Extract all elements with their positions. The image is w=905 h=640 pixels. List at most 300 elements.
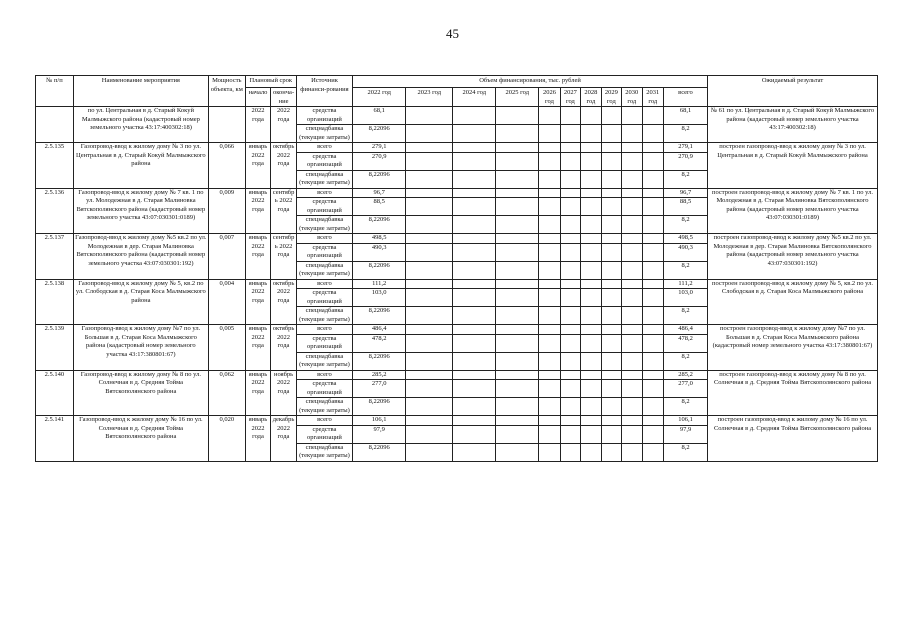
header-num: № п/п <box>36 76 74 107</box>
value-empty <box>622 443 642 461</box>
value-empty <box>601 261 621 279</box>
value-empty <box>642 198 663 216</box>
value-2022: 8,22096 <box>353 398 406 416</box>
value-empty <box>601 188 621 198</box>
value-empty <box>496 289 539 307</box>
value-empty <box>560 370 580 380</box>
value-empty <box>539 307 560 325</box>
funding-source: спецнадбавка (текущие затраты) <box>296 352 352 370</box>
value-empty <box>601 370 621 380</box>
value-empty <box>581 279 601 289</box>
value-empty <box>581 398 601 416</box>
page-number: 45 <box>446 26 459 41</box>
value-empty <box>453 289 496 307</box>
value-2022: 498,5 <box>353 234 406 244</box>
value-empty <box>539 125 560 143</box>
value-empty <box>406 352 453 370</box>
value-empty <box>539 334 560 352</box>
value-empty <box>601 352 621 370</box>
value-empty <box>642 143 663 153</box>
term-start-cell: январь 2022 года <box>245 279 271 325</box>
value-2022: 277,0 <box>353 380 406 398</box>
value-empty <box>560 234 580 244</box>
value-empty <box>601 125 621 143</box>
funding-source: спецнадбавка (текущие затраты) <box>296 398 352 416</box>
value-empty <box>453 334 496 352</box>
value-empty <box>601 416 621 426</box>
event-name: Газопровод-ввод к жилому дому №5 кв.2 по ул. Молодежная в дер. Старая Малиновка Вятскополянского района (кадастровый номер земельного участка 43:07:030301:192) <box>73 234 208 280</box>
funding-source: всего <box>296 416 352 426</box>
row-number: 2.5.140 <box>36 370 74 416</box>
value-empty <box>581 307 601 325</box>
row-number: 2.5.138 <box>36 279 74 325</box>
value-total: 490,3 <box>663 243 707 261</box>
value-empty <box>581 425 601 443</box>
value-empty <box>642 243 663 261</box>
value-empty <box>642 152 663 170</box>
value-empty <box>622 198 642 216</box>
value-empty <box>453 370 496 380</box>
value-empty <box>622 398 642 416</box>
term-start-cell: 2022 года <box>245 107 271 143</box>
value-empty <box>453 352 496 370</box>
value-total: 88,5 <box>663 198 707 216</box>
value-empty <box>496 170 539 188</box>
value-2022: 111,2 <box>353 279 406 289</box>
value-empty <box>453 143 496 153</box>
row-number <box>36 107 74 143</box>
value-empty <box>560 380 580 398</box>
value-empty <box>581 289 601 307</box>
value-empty <box>581 143 601 153</box>
value-empty <box>581 188 601 198</box>
value-empty <box>453 243 496 261</box>
term-end-cell: сентябрь 2022 года <box>271 234 297 280</box>
funding-source: средства организаций <box>296 243 352 261</box>
value-empty <box>496 443 539 461</box>
value-empty <box>560 261 580 279</box>
value-empty <box>539 198 560 216</box>
value-empty <box>453 261 496 279</box>
value-empty <box>453 279 496 289</box>
value-total: 68,1 <box>663 107 707 125</box>
funding-source: средства организаций <box>296 425 352 443</box>
value-total: 8,2 <box>663 443 707 461</box>
funding-source: спецнадбавка (текущие затраты) <box>296 170 352 188</box>
value-empty <box>539 152 560 170</box>
funding-source: спецнадбавка (текущие затраты) <box>296 125 352 143</box>
value-empty <box>453 425 496 443</box>
value-empty <box>560 443 580 461</box>
value-empty <box>642 261 663 279</box>
value-empty <box>642 380 663 398</box>
value-empty <box>601 279 621 289</box>
funding-source: всего <box>296 279 352 289</box>
value-empty <box>560 352 580 370</box>
value-empty <box>406 307 453 325</box>
value-empty <box>539 170 560 188</box>
value-empty <box>539 107 560 125</box>
value-empty <box>622 234 642 244</box>
value-empty <box>539 279 560 289</box>
header-capacity: Мощность объекта, км <box>208 76 245 107</box>
value-empty <box>601 152 621 170</box>
value-2022: 490,3 <box>353 243 406 261</box>
value-empty <box>539 398 560 416</box>
value-total: 270,9 <box>663 152 707 170</box>
value-empty <box>539 289 560 307</box>
value-empty <box>406 334 453 352</box>
value-empty <box>453 125 496 143</box>
value-empty <box>581 416 601 426</box>
value-empty <box>622 307 642 325</box>
value-empty <box>539 443 560 461</box>
header-year: 2025 год <box>496 88 539 107</box>
table-row <box>36 416 878 426</box>
row-number: 2.5.141 <box>36 416 74 462</box>
value-empty <box>642 307 663 325</box>
value-empty <box>406 370 453 380</box>
value-empty <box>539 243 560 261</box>
capacity-cell: 0,007 <box>208 234 245 280</box>
value-empty <box>560 170 580 188</box>
row-number: 2.5.135 <box>36 143 74 189</box>
value-empty <box>453 443 496 461</box>
value-total: 8,2 <box>663 307 707 325</box>
term-start-cell: январь 2022 года <box>245 325 271 371</box>
value-empty <box>622 370 642 380</box>
capacity-cell: 0,009 <box>208 188 245 234</box>
value-empty <box>601 334 621 352</box>
value-2022: 270,9 <box>353 152 406 170</box>
value-empty <box>642 289 663 307</box>
value-total: 8,2 <box>663 125 707 143</box>
value-empty <box>601 380 621 398</box>
term-start-cell: январь 2022 года <box>245 234 271 280</box>
value-empty <box>601 325 621 335</box>
value-empty <box>453 198 496 216</box>
value-empty <box>453 170 496 188</box>
value-empty <box>642 325 663 335</box>
value-total: 8,2 <box>663 398 707 416</box>
value-empty <box>642 398 663 416</box>
value-empty <box>406 234 453 244</box>
value-empty <box>496 188 539 198</box>
term-start-cell: январь 2022 года <box>245 143 271 189</box>
value-empty <box>453 188 496 198</box>
value-empty <box>496 107 539 125</box>
value-empty <box>581 380 601 398</box>
value-empty <box>406 425 453 443</box>
value-empty <box>601 143 621 153</box>
funding-source: спецнадбавка (текущие затраты) <box>296 443 352 461</box>
event-name: Газопровод-ввод к жилому дому № 16 по ул. Солнечная в д. Средняя Тойма Вятскополянского района <box>73 416 208 462</box>
header-name: Наименование мероприятия <box>73 76 208 107</box>
expected-result: построен газопровод-ввод к жилому дому №7 по ул. Большая в д. Старая Коса Малмыжского района (кадастровый номер земельного участка 43:17:380801:67) <box>708 325 878 371</box>
value-empty <box>581 234 601 244</box>
value-empty <box>601 398 621 416</box>
value-empty <box>601 234 621 244</box>
capacity-cell: 0,066 <box>208 143 245 189</box>
value-empty <box>642 425 663 443</box>
value-empty <box>581 170 601 188</box>
value-empty <box>642 279 663 289</box>
funding-source: всего <box>296 188 352 198</box>
value-empty <box>622 170 642 188</box>
value-empty <box>539 216 560 234</box>
value-total: 96,7 <box>663 188 707 198</box>
value-empty <box>642 170 663 188</box>
value-empty <box>560 152 580 170</box>
value-total: 8,2 <box>663 170 707 188</box>
expected-result: построен газопровод-ввод к жилому дому № 7 кв. 1 по ул. Молодежная в д. Старая Малиновка Вятскополянского района (кадастровый номер земельного участка 43:07:030301:0189) <box>708 188 878 234</box>
value-empty <box>601 307 621 325</box>
value-empty <box>642 107 663 125</box>
table-row <box>36 143 878 153</box>
value-empty <box>642 443 663 461</box>
value-empty <box>642 334 663 352</box>
value-empty <box>581 352 601 370</box>
funding-source: спецнадбавка (текущие затраты) <box>296 216 352 234</box>
value-empty <box>496 425 539 443</box>
value-empty <box>539 325 560 335</box>
value-empty <box>560 425 580 443</box>
header-total: всего <box>663 88 707 107</box>
header-year: 2024 год <box>453 88 496 107</box>
value-empty <box>622 243 642 261</box>
value-empty <box>581 325 601 335</box>
value-empty <box>560 107 580 125</box>
value-total: 498,5 <box>663 234 707 244</box>
value-total: 279,1 <box>663 143 707 153</box>
value-2022: 68,1 <box>353 107 406 125</box>
value-empty <box>581 370 601 380</box>
value-empty <box>406 198 453 216</box>
term-end-cell: сентябрь 2022 года <box>271 188 297 234</box>
value-empty <box>622 216 642 234</box>
event-name: по ул. Центральная в д. Старый Кокуй Малмыжского района (кадастровый номер земельного участка 43:17:400302:18) <box>73 107 208 143</box>
value-empty <box>406 416 453 426</box>
term-start-cell: январь 2022 года <box>245 188 271 234</box>
value-empty <box>642 125 663 143</box>
value-empty <box>406 143 453 153</box>
table-row <box>36 279 878 289</box>
value-empty <box>601 198 621 216</box>
term-end-cell: 2022 года <box>271 107 297 143</box>
value-empty <box>496 370 539 380</box>
value-empty <box>622 416 642 426</box>
value-2022: 8,22096 <box>353 261 406 279</box>
value-empty <box>406 380 453 398</box>
value-empty <box>496 398 539 416</box>
capacity-cell: 0,005 <box>208 325 245 371</box>
value-empty <box>560 307 580 325</box>
value-empty <box>642 352 663 370</box>
value-total: 277,0 <box>663 380 707 398</box>
value-empty <box>496 352 539 370</box>
value-empty <box>581 261 601 279</box>
value-empty <box>581 443 601 461</box>
value-empty <box>642 216 663 234</box>
table-body <box>36 107 878 462</box>
value-empty <box>581 216 601 234</box>
header-year: 2026 год <box>539 88 560 107</box>
row-number: 2.5.137 <box>36 234 74 280</box>
value-empty <box>560 325 580 335</box>
funding-source: средства организаций <box>296 380 352 398</box>
value-empty <box>406 289 453 307</box>
value-2022: 103,0 <box>353 289 406 307</box>
value-empty <box>601 107 621 125</box>
event-name: Газопровод-ввод к жилому дому №7 по ул. Большая в д. Старая Коса Малмыжского района (кадастровый номер земельного участка 43:17:380801:67) <box>73 325 208 371</box>
value-empty <box>642 370 663 380</box>
expected-result: построен газопровод-ввод к жилому дому №5 кв.2 по ул. Молодежная в дер. Старая Малиновка Вятскополянского района (кадастровый номер земельного участка 43:07:030301:192) <box>708 234 878 280</box>
value-empty <box>560 416 580 426</box>
header-term-start: начало <box>245 88 271 107</box>
table-row <box>36 188 878 198</box>
funding-source: спецнадбавка (текущие затраты) <box>296 261 352 279</box>
value-empty <box>581 243 601 261</box>
value-empty <box>453 398 496 416</box>
funding-source: средства организаций <box>296 152 352 170</box>
value-empty <box>622 279 642 289</box>
term-start-cell: январь 2022 года <box>245 416 271 462</box>
value-empty <box>581 334 601 352</box>
value-empty <box>560 143 580 153</box>
value-empty <box>622 325 642 335</box>
table-header <box>36 76 878 107</box>
value-empty <box>496 325 539 335</box>
header-year: 2028 год <box>581 88 601 107</box>
value-2022: 96,7 <box>353 188 406 198</box>
value-total: 8,2 <box>663 352 707 370</box>
value-2022: 8,22096 <box>353 443 406 461</box>
header-source: Источник финанси-рования <box>296 76 352 107</box>
funding-source: средства организаций <box>296 334 352 352</box>
value-2022: 8,22096 <box>353 170 406 188</box>
expected-result: построен газопровод-ввод к жилому дому № 3 по ул. Центральная в д. Старый Кокуй Малмыжского района <box>708 143 878 189</box>
value-empty <box>539 425 560 443</box>
funding-source: спецнадбавка (текущие затраты) <box>296 307 352 325</box>
value-empty <box>496 125 539 143</box>
funding-source: средства организаций <box>296 107 352 125</box>
value-empty <box>406 107 453 125</box>
value-2022: 97,9 <box>353 425 406 443</box>
funding-source: средства организаций <box>296 198 352 216</box>
header-term-end: оконча-ние <box>271 88 297 107</box>
row-number: 2.5.136 <box>36 188 74 234</box>
value-2022: 279,1 <box>353 143 406 153</box>
value-empty <box>560 398 580 416</box>
value-empty <box>406 261 453 279</box>
value-empty <box>642 188 663 198</box>
value-empty <box>406 279 453 289</box>
value-empty <box>560 289 580 307</box>
table-row <box>36 107 878 125</box>
term-end-cell: декабрь 2022 года <box>271 416 297 462</box>
table-row <box>36 370 878 380</box>
header-funding: Объем финансирования, тыс. рублей <box>353 76 708 88</box>
value-empty <box>453 325 496 335</box>
capacity-cell: 0,062 <box>208 370 245 416</box>
value-empty <box>560 198 580 216</box>
value-empty <box>406 170 453 188</box>
value-empty <box>560 243 580 261</box>
value-empty <box>406 152 453 170</box>
value-empty <box>496 279 539 289</box>
value-empty <box>406 325 453 335</box>
header-year: 2029 год <box>601 88 621 107</box>
table-row <box>36 234 878 244</box>
value-empty <box>453 416 496 426</box>
funding-source: средства организаций <box>296 289 352 307</box>
value-empty <box>642 416 663 426</box>
value-empty <box>560 125 580 143</box>
value-total: 478,2 <box>663 334 707 352</box>
header-year: 2031 год <box>642 88 663 107</box>
value-total: 106,1 <box>663 416 707 426</box>
value-total: 111,2 <box>663 279 707 289</box>
capacity-cell: 0,004 <box>208 279 245 325</box>
value-total: 8,2 <box>663 261 707 279</box>
value-2022: 285,2 <box>353 370 406 380</box>
value-empty <box>539 380 560 398</box>
term-end-cell: октябрь 2022 года <box>271 143 297 189</box>
value-2022: 486,4 <box>353 325 406 335</box>
value-empty <box>581 107 601 125</box>
header-year: 2030 год <box>622 88 642 107</box>
value-2022: 88,5 <box>353 198 406 216</box>
value-empty <box>601 170 621 188</box>
funding-table <box>35 75 878 462</box>
value-empty <box>496 234 539 244</box>
value-empty <box>539 188 560 198</box>
event-name: Газопровод-ввод к жилому дому № 3 по ул. Центральная в д. Старый Кокуй Малмыжского района <box>73 143 208 189</box>
value-empty <box>496 416 539 426</box>
value-empty <box>622 143 642 153</box>
value-total: 97,9 <box>663 425 707 443</box>
expected-result: построен газопровод-ввод к жилому дому № 8 по ул. Солнечная в д. Средняя Тойма Вятскополянского района <box>708 370 878 416</box>
value-2022: 478,2 <box>353 334 406 352</box>
value-empty <box>560 188 580 198</box>
value-empty <box>622 125 642 143</box>
value-empty <box>539 416 560 426</box>
value-empty <box>453 307 496 325</box>
value-empty <box>496 243 539 261</box>
term-end-cell: ноябрь 2022 года <box>271 370 297 416</box>
funding-source: всего <box>296 325 352 335</box>
value-empty <box>622 107 642 125</box>
expected-result: № 61 по ул. Центральная в д. Старый Кокуй Малмыжского района (кадастровый номер земельного участка 43:17:400302:18) <box>708 107 878 143</box>
value-empty <box>601 425 621 443</box>
row-number: 2.5.139 <box>36 325 74 371</box>
value-empty <box>601 216 621 234</box>
header-term: Плановый срок <box>245 76 296 88</box>
funding-source: всего <box>296 234 352 244</box>
value-empty <box>581 198 601 216</box>
value-2022: 106,1 <box>353 416 406 426</box>
header-year: 2022 год <box>353 88 406 107</box>
value-empty <box>622 289 642 307</box>
value-empty <box>496 307 539 325</box>
value-empty <box>496 198 539 216</box>
value-empty <box>622 188 642 198</box>
event-name: Газопровод-ввод к жилому дому № 8 по ул. Солнечная в д. Средняя Тойма Вятскополянского района <box>73 370 208 416</box>
value-total: 8,2 <box>663 216 707 234</box>
table-row <box>36 325 878 335</box>
value-empty <box>622 261 642 279</box>
value-empty <box>406 216 453 234</box>
